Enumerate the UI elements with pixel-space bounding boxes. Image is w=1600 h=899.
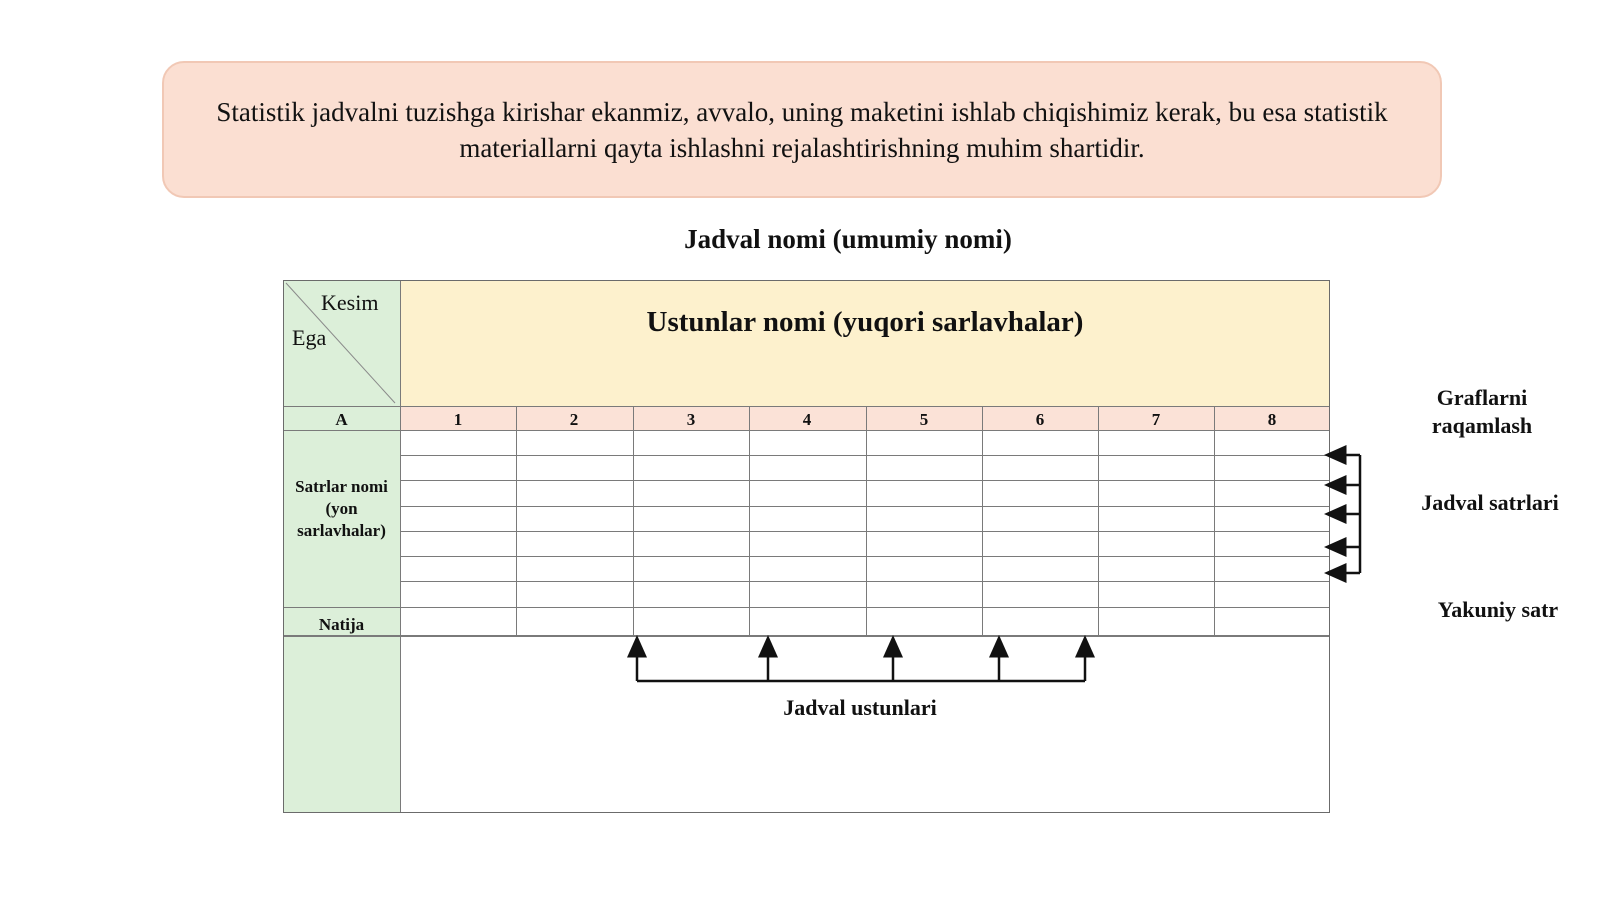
row-arrows xyxy=(1334,455,1360,573)
columns-header: Ustunlar nomi (yuqori sarlavhalar) xyxy=(646,306,1084,338)
column-number: 4 xyxy=(802,410,812,429)
total-row-label: Yakuniy satr xyxy=(1437,597,1559,622)
column-number: 7 xyxy=(1151,410,1161,429)
rows-label: Satrlar nomi (yon sarlavhalar) xyxy=(295,477,388,540)
rows-side-label: Jadval satrlari xyxy=(1421,490,1559,515)
table-title: Jadval nomi (umumiy nomi) xyxy=(684,224,1012,254)
stub-number: A xyxy=(335,410,348,429)
column-number: 2 xyxy=(569,410,579,429)
column-number: 6 xyxy=(1035,410,1045,429)
columns-caption: Jadval ustunlari xyxy=(783,695,937,720)
column-number: 8 xyxy=(1267,410,1277,429)
column-number: 5 xyxy=(919,410,929,429)
corner-top-label: Kesim xyxy=(321,290,379,315)
intro-text: Statistik jadvalni tuzishga kirishar ekanmiz, avvalo, uning maketini ishlab chiqishimiz kerak, bu esa statistik materiallarni qayta ishlashni rejalashtirishning muhim shartidir. xyxy=(216,96,1388,163)
numbering-label: Graflarni raqamlash xyxy=(1431,385,1533,438)
total-label: Natija xyxy=(318,615,365,634)
column-arrows xyxy=(637,645,1085,681)
column-number: 3 xyxy=(686,410,696,429)
corner-bottom-label: Ega xyxy=(292,325,327,350)
column-number: 1 xyxy=(453,410,463,429)
